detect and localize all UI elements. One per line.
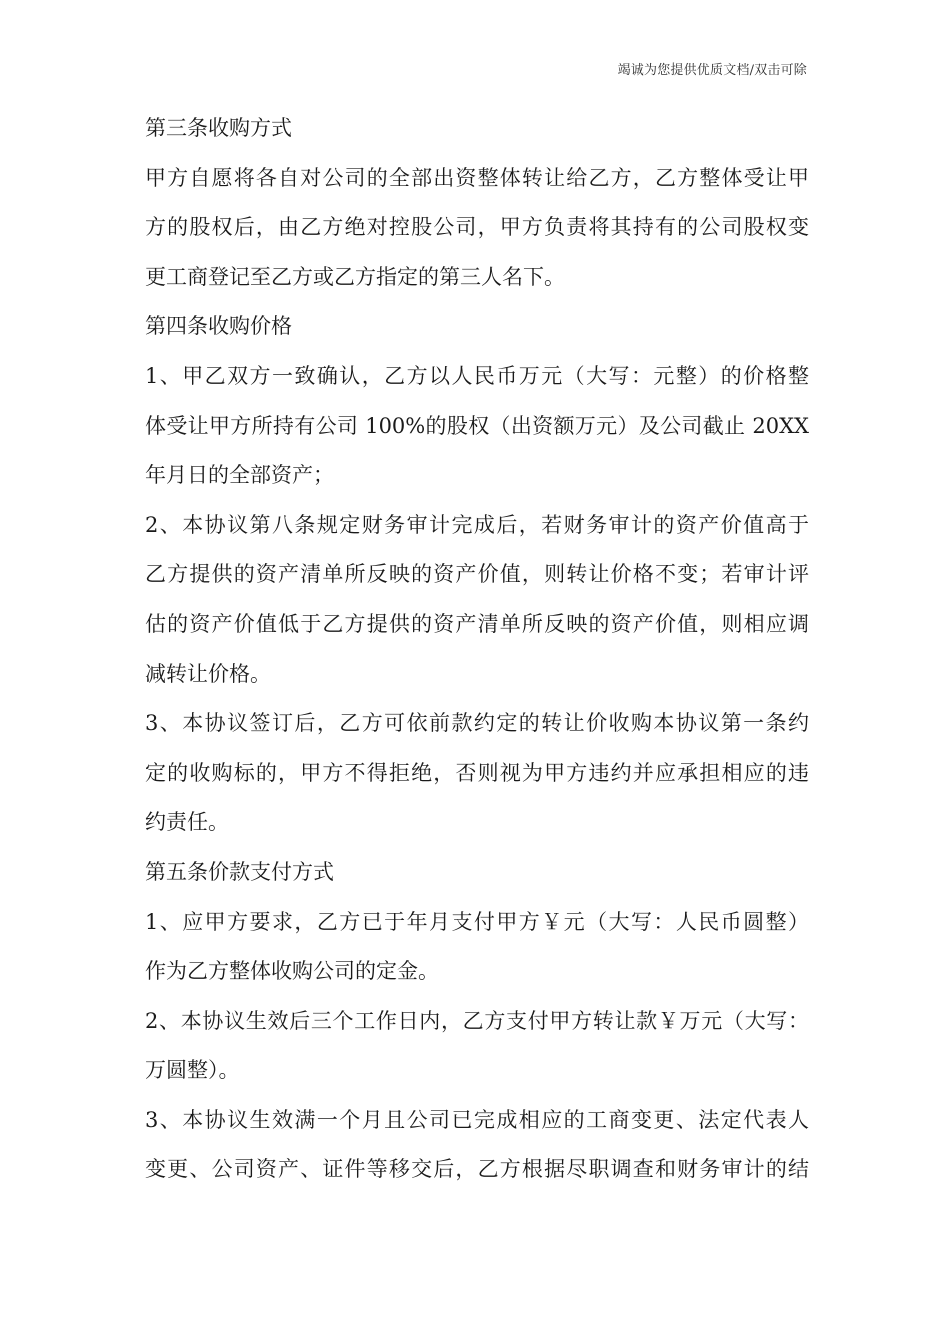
paragraph-line: 万圆整）。 — [145, 1058, 240, 1083]
paragraph-line: 甲方自愿将各自对公司的全部出资整体转让给乙方，乙方整体受让甲 — [145, 165, 809, 190]
paragraph-line: 减转让价格。 — [145, 661, 271, 686]
paragraph-line: 1、应甲方要求，乙方已于年月支付甲方￥元（大写：人民币圆整） — [145, 909, 809, 934]
document-body — [145, 104, 809, 1195]
paragraph-line: 估的资产价值低于乙方提供的资产清单所反映的资产价值，则相应调 — [145, 611, 809, 636]
paragraph-line: 3、本协议生效满一个月且公司已完成相应的工商变更、法定代表人 — [145, 1107, 809, 1132]
paragraph-line: 更工商登记至乙方或乙方指定的第三人名下。 — [145, 264, 565, 289]
paragraph-line: 第五条价款支付方式 — [145, 859, 334, 884]
paragraph-line: 年月日的全部资产； — [145, 463, 334, 488]
paragraph-line: 变更、公司资产、证件等移交后，乙方根据尽职调查和财务审计的结 — [145, 1157, 809, 1182]
paragraph-line: 乙方提供的资产清单所反映的资产价值，则转让价格不变；若审计评 — [145, 562, 809, 587]
paragraph-line: 第四条收购价格 — [145, 314, 292, 339]
paragraph-line: 2、本协议生效后三个工作日内，乙方支付甲方转让款￥万元（大写： — [145, 1008, 809, 1033]
paragraph-line: 3、本协议签订后，乙方可依前款约定的转让价收购本协议第一条约 — [145, 711, 809, 736]
paragraph-line: 定的收购标的，甲方不得拒绝，否则视为甲方违约并应承担相应的违 — [145, 760, 809, 785]
paragraph-line: 2、本协议第八条规定财务审计完成后，若财务审计的资产价值高于 — [145, 512, 809, 537]
paragraph-line: 第三条收购方式 — [145, 116, 292, 140]
paragraph-line: 体受让甲方所持有公司 100%的股权（出资额万元）及公司截止 20XX — [145, 413, 809, 438]
paragraph-line: 1、甲乙双方一致确认，乙方以人民币万元（大写：元整）的价格整 — [145, 363, 809, 388]
header-note: 竭诚为您提供优质文档/双击可除 — [617, 63, 807, 78]
paragraph-line: 方的股权后，由乙方绝对控股公司，甲方负责将其持有的公司股权变 — [145, 215, 809, 240]
paragraph-line: 约责任。 — [145, 810, 229, 835]
paragraph-line: 作为乙方整体收购公司的定金。 — [145, 959, 439, 984]
